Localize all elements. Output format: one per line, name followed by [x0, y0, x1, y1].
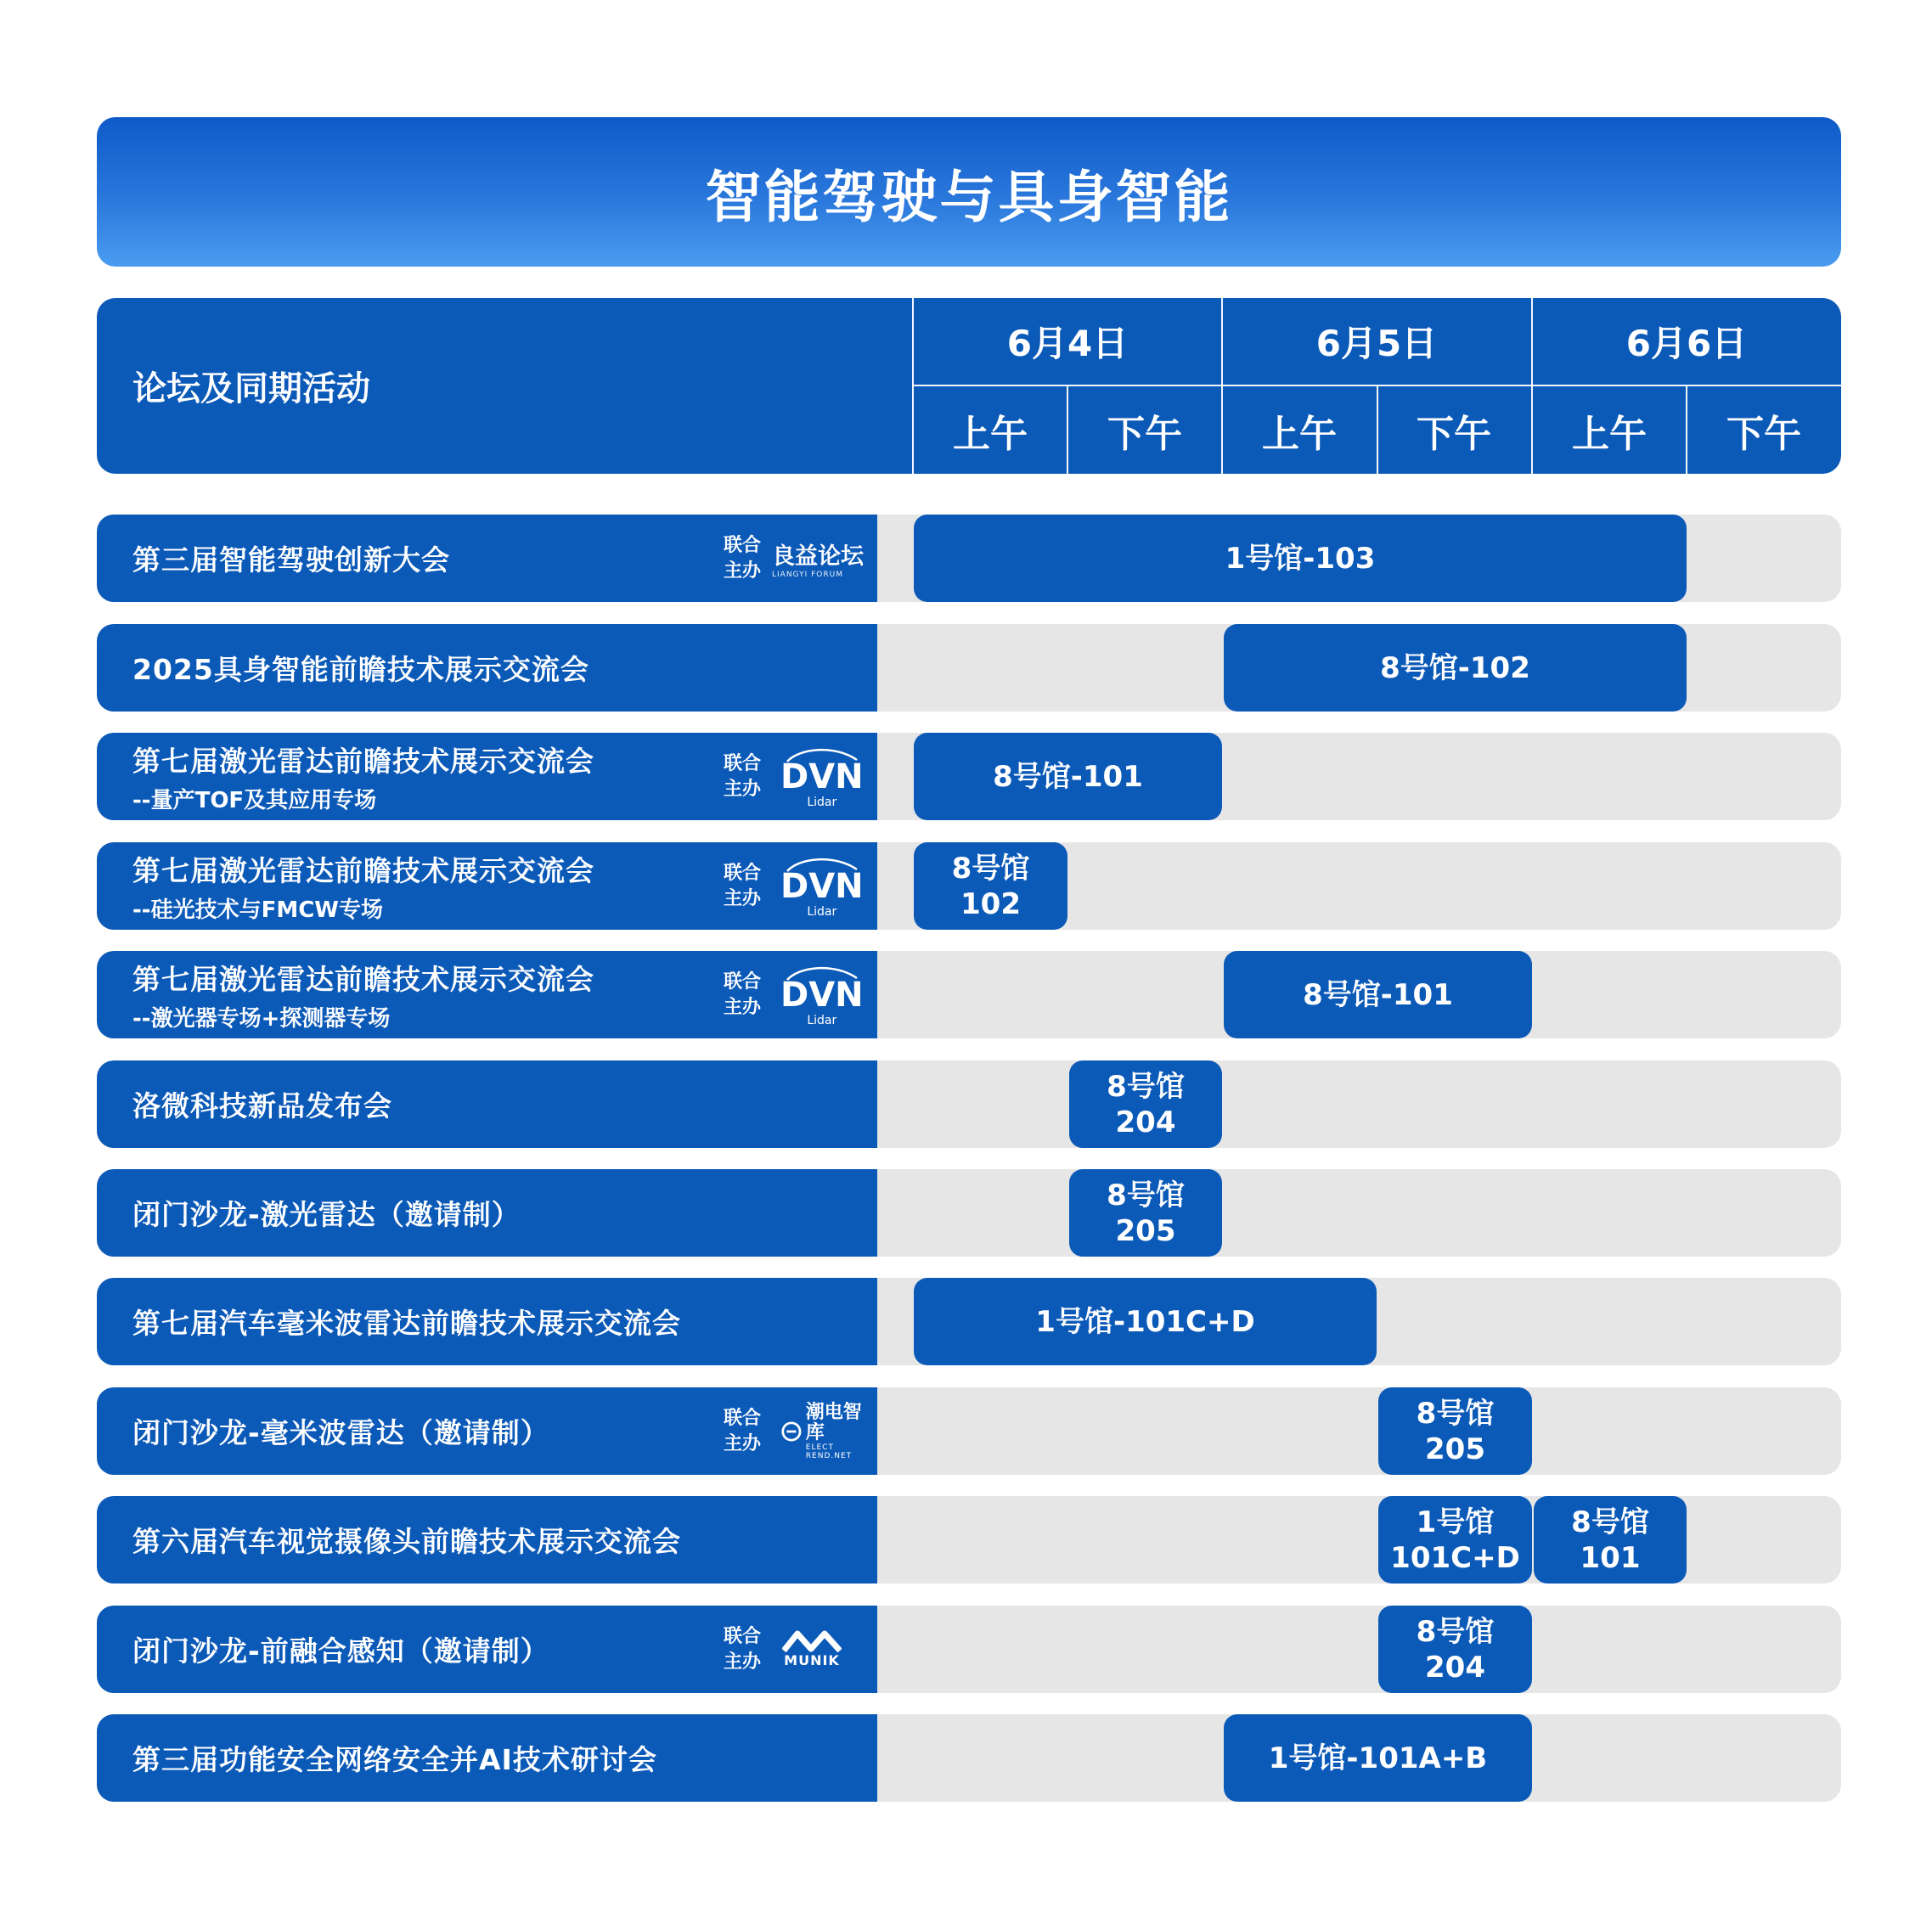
- co-organizer-text: 联合 主办: [724, 1625, 762, 1673]
- forum-row: [97, 1606, 1841, 1693]
- forum-label: [97, 951, 877, 1038]
- co-organizer-label: [724, 1606, 761, 1693]
- forum-row: [97, 515, 1841, 602]
- venue-label: 1号馆-103: [1225, 541, 1376, 576]
- munik-logo: [782, 1606, 842, 1693]
- forum-row: [97, 1060, 1841, 1148]
- co-organizer-label: [724, 951, 761, 1038]
- venue-bar: [1378, 1606, 1532, 1693]
- logo-text: 潮电智库: [805, 1401, 862, 1443]
- venue-bar: [1378, 1496, 1532, 1584]
- forum-title: 第六届汽车视觉摄像头前瞻技术展示交流会: [132, 1525, 681, 1558]
- forum-name: [132, 951, 594, 1038]
- dvn-lidar-logo: [780, 733, 864, 820]
- forum-title: 第七届激光雷达前瞻技术展示交流会: [132, 744, 594, 778]
- venue-label: 8号馆 101: [1571, 1505, 1649, 1575]
- forum-row: [97, 1496, 1841, 1584]
- forum-name: [132, 1496, 681, 1584]
- venue-label: 1号馆-101A+B: [1268, 1741, 1488, 1775]
- forum-label: [97, 1278, 877, 1365]
- forum-label: [97, 842, 877, 930]
- forum-label: [97, 515, 877, 602]
- forum-title: 闭门沙龙-激光雷达（邀请制）: [132, 1198, 521, 1231]
- forum-name: [132, 1714, 657, 1802]
- forum-row: [97, 1278, 1841, 1365]
- date-jun-4: 6月4日: [1006, 323, 1129, 364]
- co-organizer-label: [724, 842, 761, 930]
- venue-label: 8号馆-102: [1380, 650, 1530, 685]
- forum-name: [132, 842, 594, 930]
- forum-row: [97, 842, 1841, 930]
- dvn-lidar-logo: [780, 842, 864, 930]
- forum-name: [132, 1606, 549, 1693]
- logo-subtext: LIANGYI FORUM: [772, 571, 843, 579]
- logo-subtext: Lidar: [807, 904, 837, 919]
- venue-label: 1号馆-101C+D: [1035, 1304, 1255, 1339]
- forum-name: [132, 1387, 549, 1475]
- schedule-header: [97, 298, 1841, 474]
- munik-mark-icon: [782, 1630, 842, 1652]
- forum-title: 洛微科技新品发布会: [132, 1089, 392, 1122]
- forum-row: [97, 733, 1841, 820]
- venue-label: 8号馆 102: [951, 851, 1030, 921]
- half-day-pm: 下午: [1726, 412, 1801, 456]
- half-day-pm: 下午: [1417, 412, 1491, 456]
- venue-bar: [1224, 951, 1532, 1038]
- co-organizer-text: 联合 主办: [724, 862, 762, 909]
- date-jun-6: 6月6日: [1625, 323, 1748, 364]
- date-jun-5: 6月5日: [1315, 323, 1438, 364]
- venue-label: 8号馆 205: [1416, 1396, 1495, 1466]
- forum-title: 闭门沙龙-毫米波雷达（邀请制）: [132, 1416, 549, 1449]
- forum-label: [97, 624, 877, 712]
- forum-row: [97, 1169, 1841, 1257]
- elecfans-logo: [780, 1387, 877, 1475]
- forum-name: [132, 733, 594, 820]
- venue-label: 8号馆-101: [1303, 977, 1453, 1012]
- venue-label: 8号馆 204: [1107, 1069, 1185, 1139]
- co-organizer-text: 联合 主办: [724, 1407, 762, 1454]
- forum-row: [97, 1714, 1841, 1802]
- logo-text: DVN: [780, 866, 864, 906]
- circle-e-icon: [780, 1420, 803, 1443]
- forum-title: 第七届激光雷达前瞻技术展示交流会: [132, 962, 594, 996]
- forum-label: [97, 1060, 877, 1148]
- venue-bar: [914, 733, 1222, 820]
- venue-bar: [914, 515, 1687, 602]
- logo-subtext: Lidar: [807, 1013, 837, 1027]
- forum-name: [132, 1060, 392, 1148]
- venue-bar: [1378, 1387, 1532, 1475]
- forum-name: [132, 1278, 681, 1365]
- forum-label: [97, 1714, 877, 1802]
- co-organizer-label: [724, 733, 761, 820]
- venue-bar: [914, 842, 1067, 930]
- forum-label: [97, 1169, 877, 1257]
- venue-label: 8号馆 204: [1416, 1614, 1495, 1685]
- venue-bar: [1069, 1060, 1222, 1148]
- forum-title: 第三届功能安全网络安全并AI技术研讨会: [132, 1743, 657, 1776]
- forum-label: [97, 1496, 877, 1584]
- forum-row: [97, 624, 1841, 712]
- forum-subtitle: --量产TOF及其应用专场: [132, 787, 377, 813]
- forum-row: [97, 951, 1841, 1038]
- venue-label: 8号馆-101: [993, 759, 1143, 794]
- forum-title: 第三届智能驾驶创新大会: [132, 543, 450, 577]
- logo-subtext: ELECT REND.NET: [805, 1443, 853, 1460]
- half-day-am: 上午: [1572, 412, 1647, 456]
- dvn-lidar-logo: [780, 951, 864, 1038]
- logo-subtext: Lidar: [807, 795, 837, 809]
- co-organizer-label: [724, 515, 761, 602]
- forum-name: [132, 1169, 521, 1257]
- venue-bar: [1534, 1496, 1687, 1584]
- forum-row: [97, 1387, 1841, 1475]
- header-label: 论坛及同期活动: [132, 369, 370, 408]
- logo-text: DVN: [780, 975, 864, 1015]
- forum-label: [97, 733, 877, 820]
- forum-name: [132, 515, 450, 602]
- forum-label: [97, 1606, 877, 1693]
- forum-label: [97, 1387, 877, 1475]
- venue-bar: [1224, 1714, 1532, 1802]
- title-banner: [97, 117, 1841, 267]
- co-organizer-text: 联合 主办: [724, 534, 762, 582]
- logo-text: MUNIK: [784, 1652, 840, 1668]
- forum-subtitle: --激光器专场+探测器专场: [132, 1005, 391, 1032]
- venue-bar: [1069, 1169, 1222, 1257]
- logo-text: 良益论坛: [772, 543, 864, 570]
- half-day-am: 上午: [1262, 412, 1337, 456]
- venue-label: 1号馆 101C+D: [1390, 1505, 1520, 1575]
- forum-title: 第七届激光雷达前瞻技术展示交流会: [132, 853, 594, 887]
- page-title: 智能驾驶与具身智能: [705, 164, 1233, 230]
- venue-bar: [914, 1278, 1377, 1365]
- forum-title: 第七届汽车毫米波雷达前瞻技术展示交流会: [132, 1307, 681, 1340]
- forum-subtitle: --硅光技术与FMCW专场: [132, 897, 383, 923]
- co-organizer-text: 联合 主办: [724, 752, 762, 800]
- logo-text: DVN: [780, 757, 864, 796]
- co-organizer-text: 联合 主办: [724, 970, 762, 1018]
- forum-title: 闭门沙龙-前融合感知（邀请制）: [132, 1634, 549, 1668]
- forum-name: [132, 624, 589, 712]
- half-day-pm: 下午: [1107, 412, 1182, 456]
- venue-label: 8号馆 205: [1107, 1178, 1185, 1248]
- co-organizer-label: [724, 1387, 761, 1475]
- venue-bar: [1224, 624, 1687, 712]
- liangyi-forum-logo: [772, 515, 864, 602]
- half-day-am: 上午: [953, 412, 1028, 456]
- forum-title: 2025具身智能前瞻技术展示交流会: [132, 653, 589, 686]
